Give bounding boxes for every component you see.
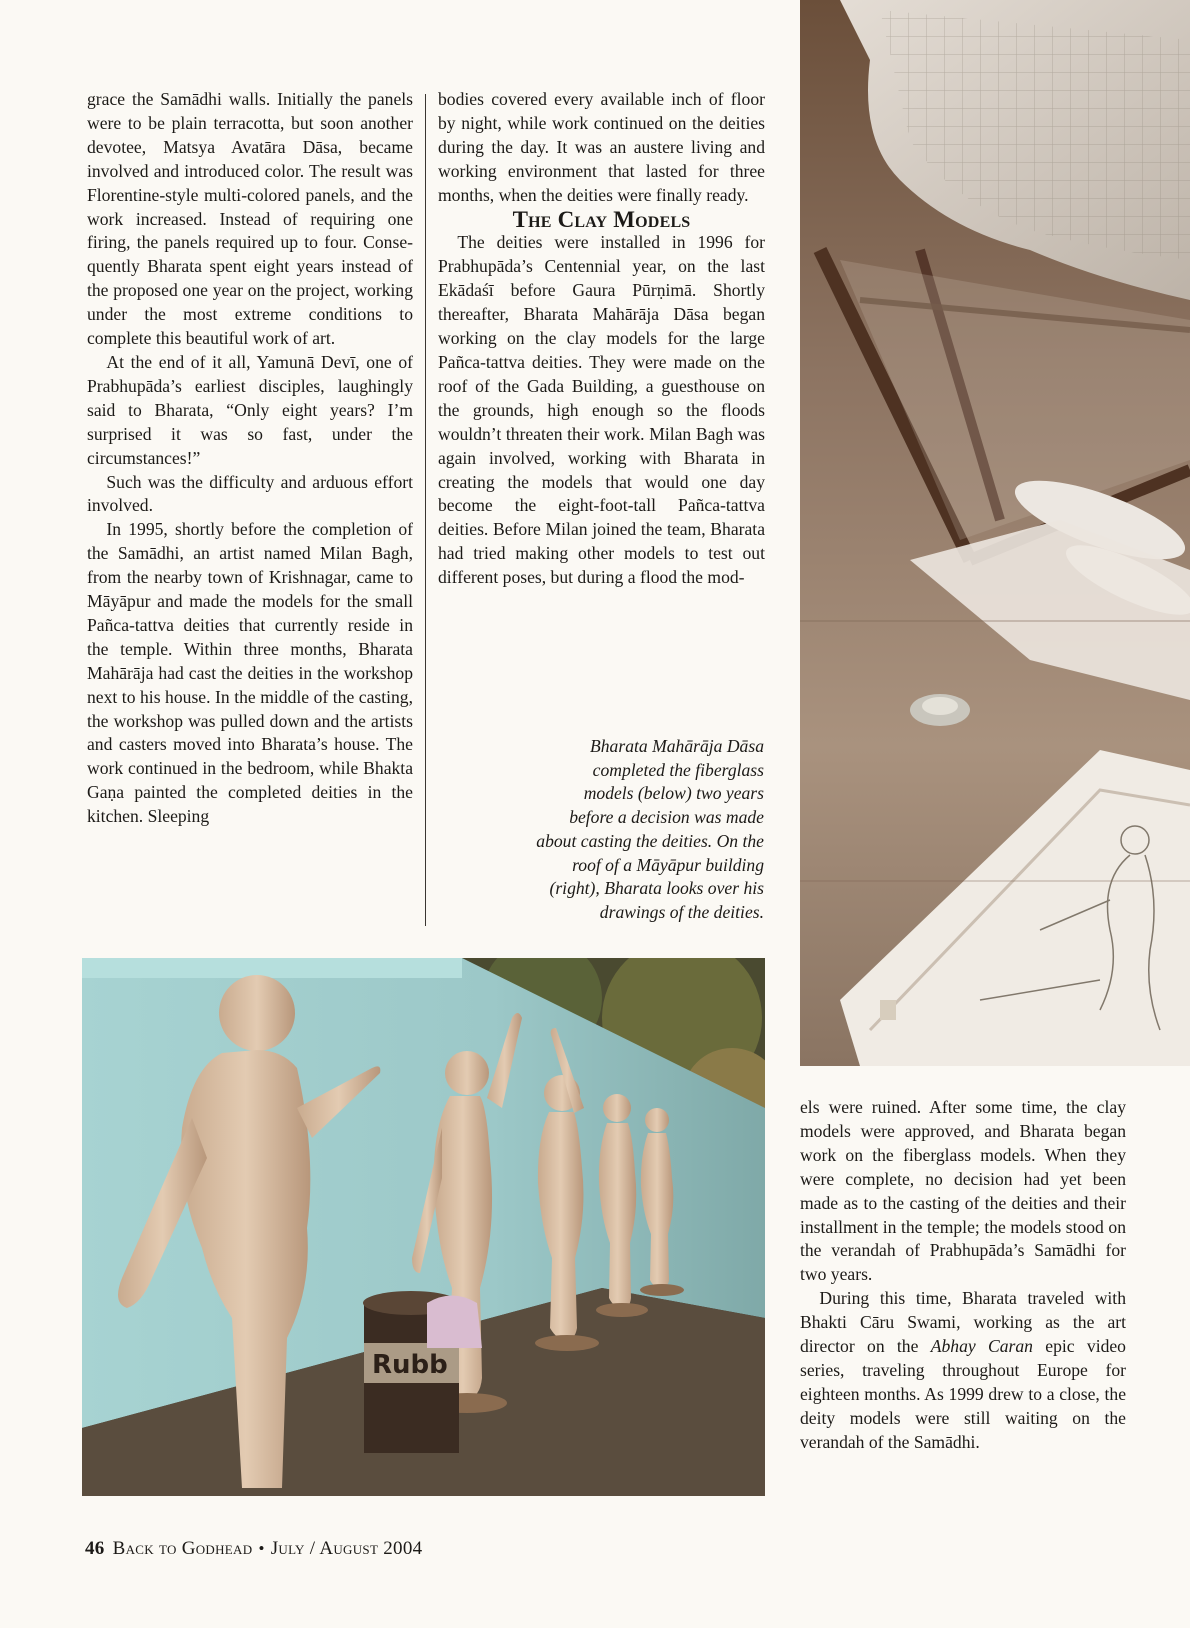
paragraph: In 1995, shortly before the completion of the Samādhi, an artist named Milan Bagh, from the nearby town of Krishnagar, came to Māyāpur and made the models for the small Pañca-tattva deities that currently reside in the temple. Within three months, Bharata Mahārāja had cast the deities in the workshop next to his house. In the middle of the casting, the workshop was pulled down and the artists and casters moved into Bharata’s house. The work continued in the bedroom, while Bhakta Gaṇa painted the completed deities in the kitchen. Sleeping bbox=[87, 519, 413, 827]
caption-line: before a decision was made bbox=[569, 807, 764, 828]
paragraph: At the end of it all, Yamunā Devī, one of Prabhupāda’s earliest disciples, laughingly said to Bharata, “Only eight years? I’m surprised it was so fast, under the circumstances!” bbox=[87, 351, 413, 468]
article-column-1 bbox=[87, 88, 413, 829]
paragraph-text: During this time, Bharata traveled with Bhakti Cāru Swami, working as the art director on the bbox=[800, 1288, 1126, 1357]
magazine-title: Back to Godhead bbox=[112, 1538, 253, 1559]
article-column-2 bbox=[438, 88, 765, 590]
rooftop-drawings-illustration bbox=[800, 0, 1190, 1066]
caption-line: completed the fiberglass bbox=[592, 759, 764, 780]
caption-line: models (below) two years bbox=[583, 783, 764, 804]
fiberglass-models-illustration bbox=[82, 958, 765, 1496]
paragraph bbox=[800, 1287, 1126, 1454]
issue-date: July / August 2004 bbox=[270, 1538, 423, 1559]
caption-line: drawings of the deities. bbox=[599, 901, 764, 922]
caption-line: about casting the deities. On the bbox=[536, 830, 764, 851]
article-column-3 bbox=[800, 1096, 1126, 1455]
paragraph: grace the Samādhi walls. Initially the panels were to be plain terracotta, but soon another devotee, Matsya Avatāra Dāsa, became involved and introduced color. The result was Florentine-style multi-colored panels, and the work increased. Instead of requiring one firing, the panels required up to four. Consequently Bharata spent eight years instead of the proposed one year on the project, working under the most extreme conditions to complete this beautiful work of art. bbox=[87, 89, 413, 349]
caption-line: Bharata Mahārāja Dāsa bbox=[590, 736, 764, 756]
section-heading: The Clay Models bbox=[512, 206, 691, 232]
video-series-title: Abhay Caran bbox=[930, 1336, 1033, 1357]
paragraph-text: epic video series, traveling throughout Europe for eighteen months. As 1999 drew to a close, the deity models were still waiting on the verandah of the Samādhi. bbox=[800, 1336, 1126, 1452]
photo-caption bbox=[474, 735, 764, 925]
separator: • bbox=[258, 1539, 265, 1558]
fiberglass-models-photo bbox=[82, 958, 765, 1496]
caption-line: (right), Bharata looks over his bbox=[549, 878, 764, 899]
paragraph: Such was the difficulty and arduous effort involved. bbox=[87, 471, 413, 516]
can-label: Rubb bbox=[372, 1350, 448, 1380]
rooftop-drawings-photo bbox=[800, 0, 1190, 1066]
paragraph: The deities were installed in 1996 for Prabhupāda’s Centennial year, on the last Ekādaśī before Gaura Pūrṇimā. Shortly thereafter, Bharata Mahārāja Dāsa began working on the clay models for the large Pañca-tattva deities. They were made on the roof of the Gada Building, a guesthouse on the grounds, high enough so the floods wouldn’t threaten their work. Milan Bagh was again involved, working with Bharata in creating the models that would one day become the eight-foot-tall Pañca-tattva deities. Before Milan joined the team, Bharata had tried making other models to test out different poses, but during a flood the mod- bbox=[438, 232, 765, 588]
paragraph: bodies covered every available inch of floor by night, while work continued on the deities during the day. It was an austere living and working environment that lasted for three months, when the deities were finally ready. bbox=[438, 89, 765, 205]
column-divider bbox=[425, 94, 426, 926]
page-number: 46 bbox=[85, 1538, 105, 1559]
caption-line: roof of a Māyāpur building bbox=[572, 854, 764, 875]
paragraph: els were ruined. After some time, the clay models were approved, and Bharata began work on the fiberglass models. When they were complete, no decision had yet been made as to the casting of the deities and their installment in the temple; the models stood on the verandah of Prabhupāda’s Samādhi for two years. bbox=[800, 1097, 1126, 1285]
page-footer bbox=[85, 1538, 422, 1560]
